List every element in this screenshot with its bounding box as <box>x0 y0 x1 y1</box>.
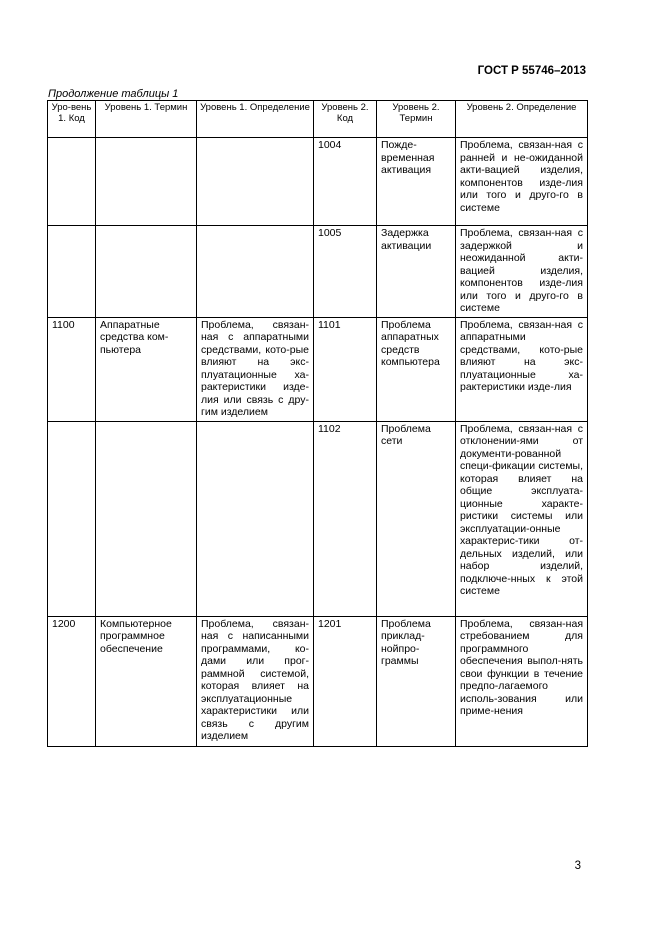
page-number: 3 <box>574 860 581 872</box>
cell-level2-code: 1102 <box>314 421 377 616</box>
cell-level1-definition <box>197 138 314 226</box>
col-header-level2-definition: Уровень 2. Определение <box>456 101 588 138</box>
cell-level2-code: 1004 <box>314 138 377 226</box>
table-row <box>48 138 588 226</box>
cell-level1-code <box>48 138 96 226</box>
cell-level2-definition: Проблема, связан-ная стребованием для программного обеспечения выпол-нять свои функции в течение предпо-лагаемого исполь-зования или приме-нения <box>456 616 588 746</box>
cell-level1-term <box>96 138 197 226</box>
cell-level2-term: Проблема приклад-нойпро-граммы <box>377 616 456 746</box>
cell-level1-definition <box>197 421 314 616</box>
cell-level2-term: Задержка активации <box>377 226 456 318</box>
cell-level2-code: 1201 <box>314 616 377 746</box>
cell-level1-term <box>96 421 197 616</box>
col-header-level2-term: Уровень 2. Термин <box>377 101 456 138</box>
cell-level1-code: 1200 <box>48 616 96 746</box>
classification-table <box>47 100 588 747</box>
cell-level1-term: Аппаратные средства ком-пьютера <box>96 317 197 421</box>
cell-level2-definition: Проблема, связан-ная с аппаратными средствами, кото-рые влияют на экс-плуатационные ха-рактеристики изде-лия <box>456 317 588 421</box>
cell-level2-definition: Проблема, связан-ная с задержкой и неожиданной акти-вацией изделия, компонентов изде-лия или того и друго-го в системе <box>456 226 588 318</box>
table-header-row <box>48 101 588 138</box>
table-row <box>48 226 588 318</box>
cell-level1-code <box>48 226 96 318</box>
document-id: ГОСТ Р 55746–2013 <box>477 65 586 77</box>
table-row <box>48 421 588 616</box>
cell-level1-definition <box>197 226 314 318</box>
col-header-level1-code: Уро-вень 1. Код <box>48 101 96 138</box>
cell-level1-term <box>96 226 197 318</box>
table-row <box>48 317 588 421</box>
cell-level1-code <box>48 421 96 616</box>
cell-level2-term: Проблема сети <box>377 421 456 616</box>
table-row <box>48 616 588 746</box>
cell-level2-definition: Проблема, связан-ная с отклонении-ями от документи-рованной специ-фикации системы, которая влияет на общие эксплуата-ционные характе-ристики системы или эксплуатации-онные характерис-тики от-дельных изделий, или набор изделий, подключе-нных к этой системе <box>456 421 588 616</box>
cell-level1-definition: Проблема, связан-ная с написанными программами, ко-дами или прог-раммной системой, которая влияет на эксплуатационные характеристики или связь с другим изделием <box>197 616 314 746</box>
cell-level1-code: 1100 <box>48 317 96 421</box>
cell-level2-code: 1101 <box>314 317 377 421</box>
cell-level2-code: 1005 <box>314 226 377 318</box>
table-caption: Продолжение таблицы 1 <box>48 88 179 100</box>
cell-level2-term: Пожде-временная активация <box>377 138 456 226</box>
cell-level1-definition: Проблема, связан-ная с аппаратными средствами, кото-рые влияют на экс-плуатационные ха-рактеристики изде-лия или связь с дру-гим изделием <box>197 317 314 421</box>
col-header-level1-term: Уровень 1. Термин <box>96 101 197 138</box>
cell-level2-term: Проблема аппаратных средств компьютера <box>377 317 456 421</box>
col-header-level1-definition: Уровень 1. Определение <box>197 101 314 138</box>
cell-level1-term: Компьютерное программное обеспечение <box>96 616 197 746</box>
col-header-level2-code: Уровень 2. Код <box>314 101 377 138</box>
cell-level2-definition: Проблема, связан-ная с ранней и не-ожиданной акти-вацией изделия, компонентов изде-лия или того и друго-го в системе <box>456 138 588 226</box>
